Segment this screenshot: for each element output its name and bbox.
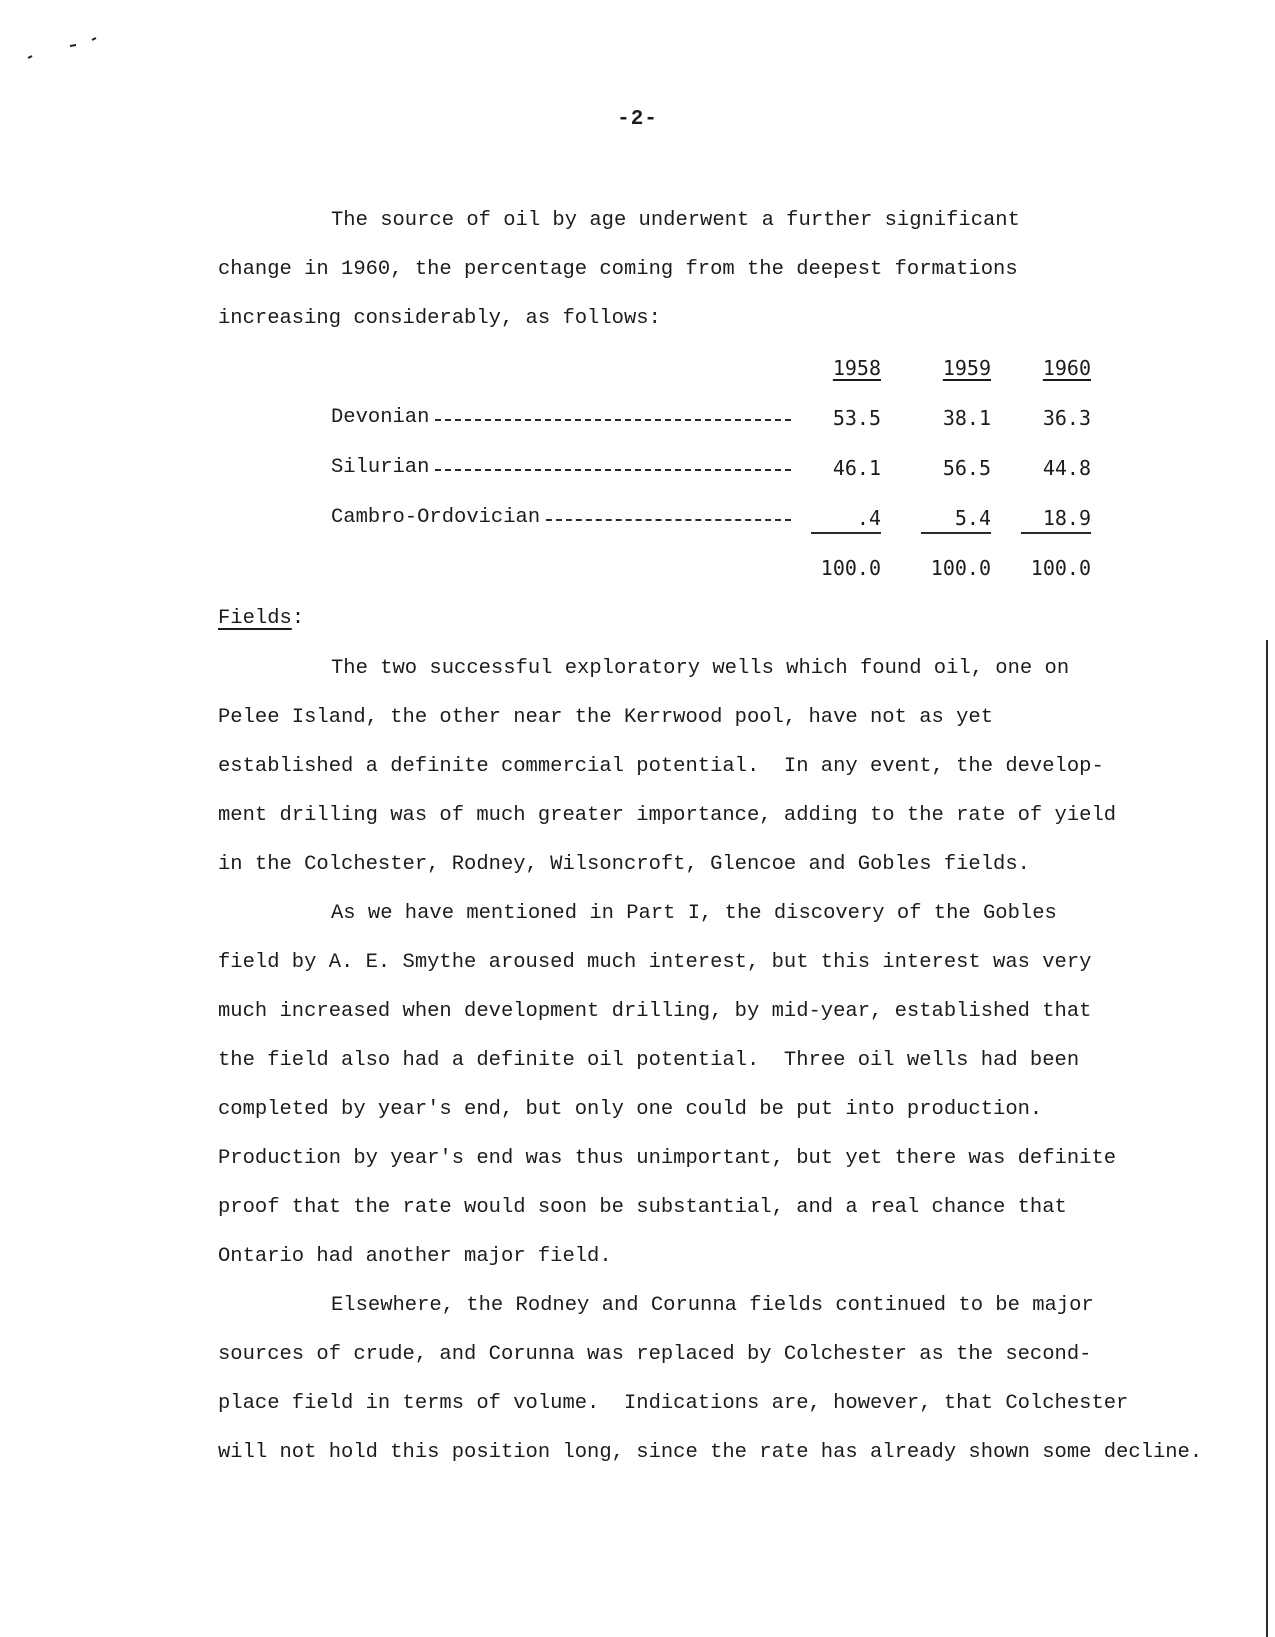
table-cell: 36.3 [1042,406,1091,430]
body-line: much increased when development drilling, by mid-year, established that [218,1000,1092,1023]
total-cell: 100.0 [930,556,991,580]
body-line: proof that the rate would soon be substantial, and a real chance that [218,1196,1067,1219]
page-number: -2- [617,108,658,131]
row-label: Devonian [331,406,430,429]
table-header-row [331,356,1121,386]
table-cell: 53.5 [832,406,881,430]
body-line: Elsewhere, the Rodney and Corunna fields continued to be major [331,1294,1094,1317]
body-line: The two successful exploratory wells which found oil, one on [331,657,1070,680]
row-label-container [331,456,791,479]
body-line: sources of crude, and Corunna was replaced by Colchester as the second- [218,1343,1092,1366]
body-line: Ontario had another major field. [218,1245,612,1268]
body-line: As we have mentioned in Part I, the discovery of the Gobles [331,902,1057,925]
table-cell: 56.5 [942,456,991,480]
table-cell: 46.1 [832,456,881,480]
body-line: will not hold this position long, since the rate has already shown some decline. [218,1441,1203,1464]
body-line: Pelee Island, the other near the Kerrwood pool, have not as yet [218,706,994,729]
intro-line: change in 1960, the percentage coming from the deepest formations [218,258,1018,281]
table-cell: 18.9 [1021,506,1091,534]
table-row [331,456,1121,486]
table-row [331,406,1121,436]
year-header: 1960 [1042,356,1091,380]
section-heading-text: Fields [218,607,292,630]
leader-dashes [435,419,791,421]
leader-dashes [435,469,791,471]
intro-line: The source of oil by age underwent a further significant [331,209,1020,232]
row-label: Cambro-Ordovician [331,506,541,529]
table-cell: .4 [811,506,881,534]
body-line: completed by year's end, but only one could be put into production. [218,1098,1043,1121]
body-line: ment drilling was of much greater importance, adding to the rate of yield [218,804,1117,827]
table-cell: 38.1 [942,406,991,430]
table-cell: 5.4 [921,506,991,534]
leader-dashes [546,519,791,521]
row-label-container [331,506,791,529]
table-cell: 44.8 [1042,456,1091,480]
year-header: 1959 [942,356,991,380]
body-line: Production by year's end was thus unimportant, but yet there was definite [218,1147,1117,1170]
body-line: in the Colchester, Rodney, Wilsoncroft, Glencoe and Gobles fields. [218,853,1030,876]
year-header: 1958 [832,356,881,380]
section-heading [218,607,304,630]
row-label-container [331,406,791,429]
scan-specks [20,30,110,70]
intro-line: increasing considerably, as follows: [218,307,661,330]
table-row [331,506,1121,536]
body-line: place field in terms of volume. Indications are, however, that Colchester [218,1392,1129,1415]
section-heading-colon: : [291,607,305,630]
row-label: Silurian [331,456,430,479]
body-line: the field also had a definite oil potential. Three oil wells had been [218,1049,1080,1072]
total-cell: 100.0 [1030,556,1091,580]
table-totals-row [331,556,1121,586]
body-line: field by A. E. Smythe aroused much interest, but this interest was very [218,951,1092,974]
body-line: established a definite commercial potential. In any event, the develop- [218,755,1104,778]
total-cell: 100.0 [820,556,881,580]
scan-edge-line [1266,640,1268,1637]
